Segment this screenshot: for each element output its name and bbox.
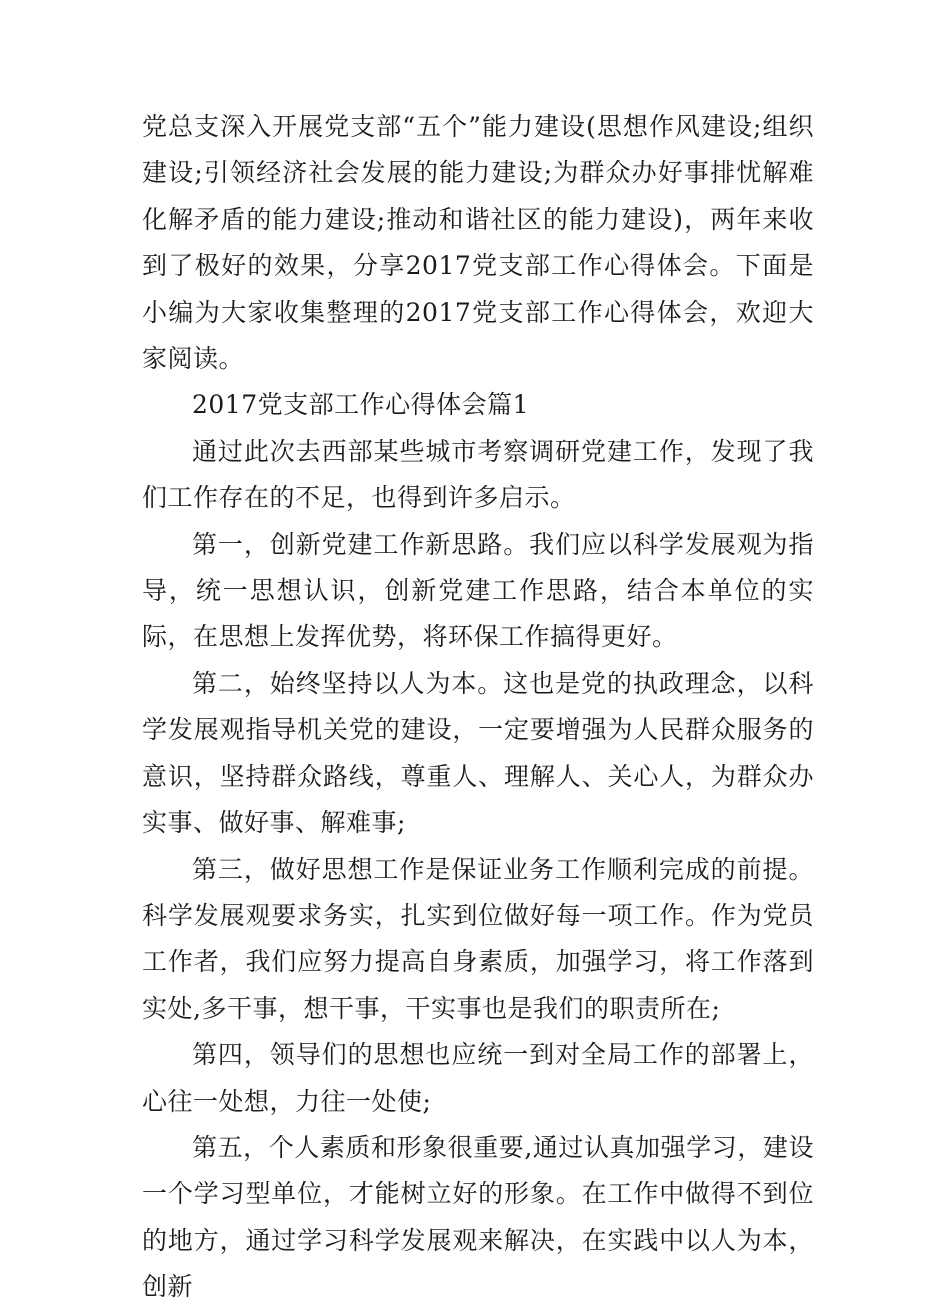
intro-paragraph: 党总支深入开展党支部“五个”能力建设(思想作风建设;组织建设;引领经济社会发展的能力建设;为群众办好事排忧解难化解矛盾的能力建设;推动和谐社区的能力建设)，两年来收到了极好的效果，分享2017党支部工作心得体会。下面是小编为大家收集整理的2017党支部工作心得体会，欢迎大家阅读。 xyxy=(142,112,814,374)
paragraph-point-5: 第五，个人素质和形象很重要,通过认真加强学习，建设一个学习型单位，才能树立好的形象。在工作中做得不到位的地方，通过学习科学发展观来解决，在实践中以人为本，创新 xyxy=(142,1132,814,1302)
paragraph-observation: 通过此次去西部某些城市考察调研党建工作，发现了我们工作存在的不足，也得到许多启示。 xyxy=(142,436,814,513)
paragraph-point-3: 第三，做好思想工作是保证业务工作顺利完成的前提。科学发展观要求务实，扎实到位做好每一项工作。作为党员工作者，我们应努力提高自身素质，加强学习，将工作落到实处,多干事，想干事，干实事也是我们的职责所在; xyxy=(142,854,814,1023)
paragraph-point-2: 第二，始终坚持以人为本。这也是党的执政理念，以科学发展观指导机关党的建设，一定要增强为人民群众服务的意识，坚持群众路线，尊重人、理解人、关心人，为群众办实事、做好事、解难事; xyxy=(142,668,814,838)
section-title: 2017党支部工作心得体会篇1 xyxy=(192,390,530,420)
paragraph-point-4: 第四，领导们的思想也应统一到对全局工作的部署上，心往一处想，力往一处使; xyxy=(142,1040,814,1116)
document-body xyxy=(142,104,814,1311)
paragraph-point-1: 第一，创新党建工作新思路。我们应以科学发展观为指导，统一思想认识，创新党建工作思路，结合本单位的实际，在思想上发挥优势，将环保工作搞得更好。 xyxy=(142,529,814,652)
